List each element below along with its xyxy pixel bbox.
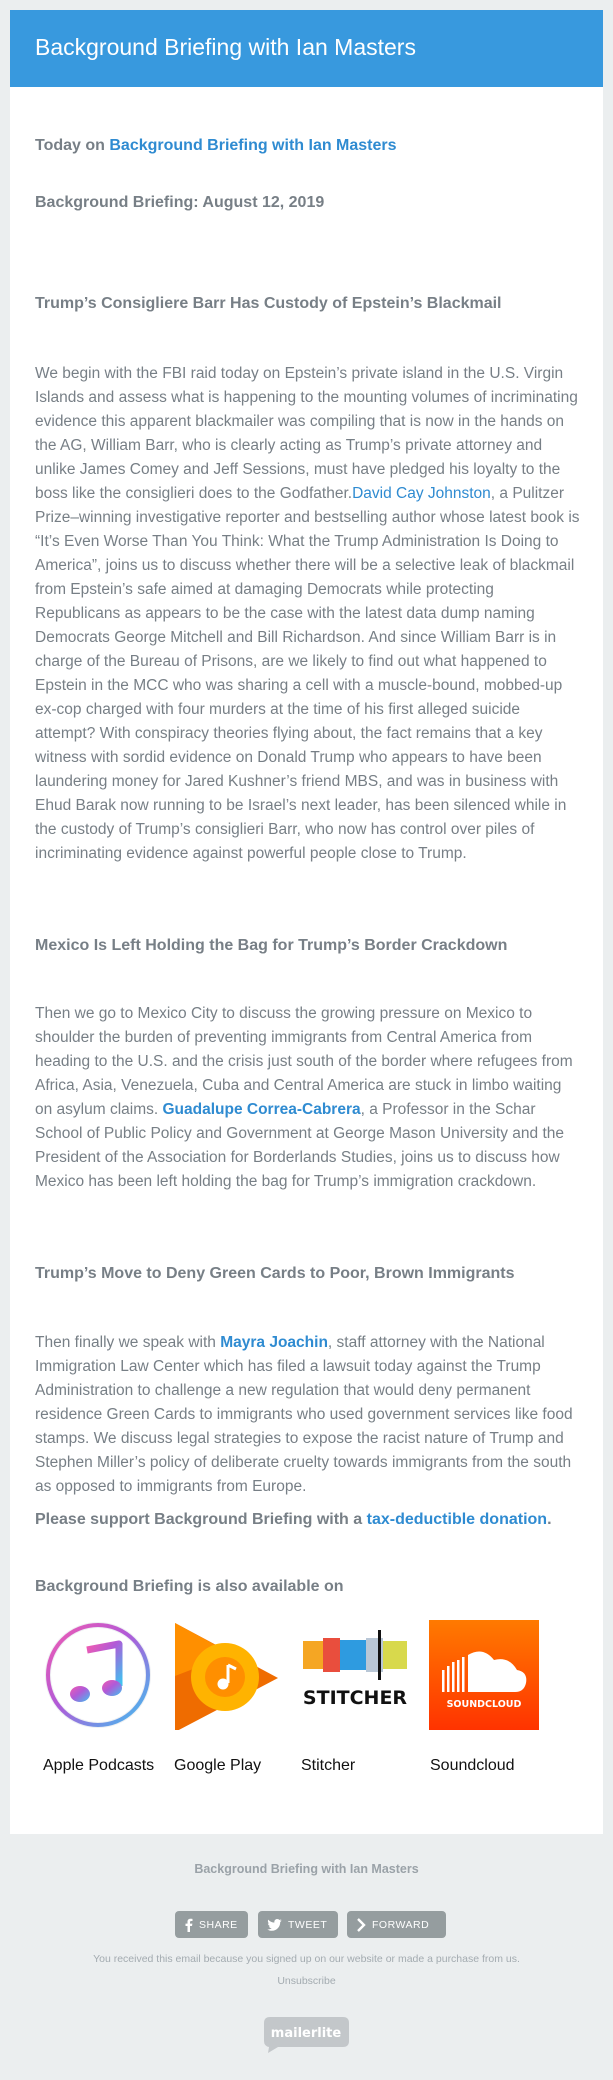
segment1-text-after: , a Pulitzer Prize–winning investigative reporter and bestselling author whose latest book is “It’s Even Worse Than You Think: What the Trump Administration Is Doing to America”, joins us to discuss whether there will be a selective leak of blackmail from Epstein’s safe aimed at damaging Democrats while protecting Republicans as appears to be the case with the latest data dump naming Democrats George Mitchell and Bill Richardson. And since William Barr is in charge of the Bureau of Prisons, are we likely to find out what happened to Epstein in the MCC who was sharing a cell with a muscle-bound, mobbed-up ex-cop charged with four murders at the time of his first alleged suicide attempt? With conspiracy theories flying about, the fact remains that a key witness with sordid evidence on Donald Trump who appears to have been laundering money for Jared Kushner’s friend MBS, and was in business with Ehud Barak now running to be Israel’s next leader, has been silenced while in the custody of Trump’s consiglieri Barr, who now has control over piles of incriminating evidence against powerful people close to Trump. xyxy=(35,485,580,862)
footer-notice: You received this email because you signed up on our website or made a purchase from us. xyxy=(93,1953,520,1965)
support-line xyxy=(35,1509,580,1531)
platform-label-google-play[interactable]: Google Play xyxy=(174,1757,262,1774)
stitcher-wordmark: STITCHER xyxy=(302,1687,408,1709)
mailerlite-logo[interactable] xyxy=(264,2017,349,2047)
segment1-body xyxy=(35,362,580,866)
forward-label: FORWARD xyxy=(372,1918,430,1931)
footer-title: Background Briefing with Ian Masters xyxy=(194,1862,419,1876)
segment2-text-before: Then we go to Mexico City to discuss the growing pressure on Mexico to shoulder the burden of preventing immigrants from Central America from heading to the U.S. and the crisis just south of the border where refugees from Africa, Asia, Venezuela, Cuba and Central America are stuck in limbo waiting on asylum claims. xyxy=(35,1005,573,1118)
facebook-icon xyxy=(184,1918,193,1932)
segment1-text-before: We begin with the FBI raid today on Epstein’s private island in the U.S. Virgin Islands and assess what is happening to the mounting volumes of incriminating evidence this apparent blackmailer was compiling that is now in the hands on the AG, William Barr, who is clearly acting as Trump’s private attorney and unlike James Comey and Jeff Sessions, must have pledged his loyalty to the boss like the consiglieri does to the Godfather. xyxy=(35,365,578,502)
segment2-body xyxy=(35,1002,580,1194)
mailerlite-wordmark: mailerlite xyxy=(270,2026,342,2041)
soundcloud-wordmark: SOUNDCLOUD xyxy=(446,1699,522,1710)
segment3-title: Trump’s Move to Deny Green Cards to Poor, Brown Immigrants xyxy=(35,1265,515,1282)
segment3-text-before: Then finally we speak with xyxy=(35,1334,221,1351)
header-title: Background Briefing with Ian Masters xyxy=(35,34,416,60)
support-prefix: Please support Background Briefing with a xyxy=(35,1511,367,1528)
show-link[interactable]: Background Briefing with Ian Masters xyxy=(109,137,397,154)
unsubscribe-link[interactable]: Unsubscribe xyxy=(277,1975,336,1987)
twitter-icon xyxy=(267,1919,282,1931)
share-button[interactable] xyxy=(175,1911,248,1938)
segment2-text-after: , a Professor in the Schar School of Public Policy and Government at George Mason University and the President of the Association for Borderlands Studies, joins us to discuss how Mexico has been left holding the bag for Trump’s immigration crackdown. xyxy=(35,1101,564,1190)
segment2-title: Mexico Is Left Holding the Bag for Trump’s Border Crackdown xyxy=(35,937,508,954)
segment1-title: Trump’s Consigliere Barr Has Custody of Epstein’s Blackmail xyxy=(35,295,502,312)
platform-label-apple-podcasts[interactable]: Apple Podcasts xyxy=(43,1757,155,1774)
today-prefix: Today on xyxy=(35,137,110,154)
guest-link-johnston[interactable]: David Cay Johnston xyxy=(352,485,491,502)
guest-link-joachin[interactable]: Mayra Joachin xyxy=(220,1334,328,1351)
platform-label-stitcher[interactable]: Stitcher xyxy=(301,1757,356,1774)
email-card xyxy=(10,10,603,1834)
platform-label-soundcloud[interactable]: Soundcloud xyxy=(430,1757,515,1774)
support-suffix: . xyxy=(547,1511,552,1528)
email-header xyxy=(10,10,603,87)
share-label: SHARE xyxy=(199,1918,238,1931)
google-play-music-icon[interactable] xyxy=(170,1620,280,1730)
chevron-right-icon xyxy=(356,1918,366,1932)
forward-button[interactable] xyxy=(347,1911,446,1938)
date-line: Background Briefing: August 12, 2019 xyxy=(35,194,325,211)
segment3-text-after: , staff attorney with the National Immigration Law Center which has filed a lawsuit today against the Trump Administration to challenge a new regulation that would deny permanent residence Green Cards to immigrants who used government services like food stamps. We discuss legal strategies to expose the racist nature of Trump and Stephen Miller’s policy of deliberate cruelty towards immigrants from the south as opposed to immigrants from Europe. xyxy=(35,1334,573,1495)
soundcloud-logo[interactable] xyxy=(429,1620,539,1730)
donation-link[interactable]: tax-deductible donation xyxy=(366,1511,548,1528)
platforms-heading: Background Briefing is also available on xyxy=(35,1578,344,1595)
tweet-label: TWEET xyxy=(288,1918,328,1931)
guest-link-correa-cabrera[interactable]: Guadalupe Correa-Cabrera xyxy=(162,1101,361,1118)
stitcher-logo[interactable] xyxy=(300,1620,410,1730)
today-line xyxy=(35,135,580,157)
segment3-body xyxy=(35,1331,580,1499)
apple-podcasts-icon[interactable] xyxy=(43,1620,153,1730)
tweet-button[interactable] xyxy=(258,1911,338,1938)
